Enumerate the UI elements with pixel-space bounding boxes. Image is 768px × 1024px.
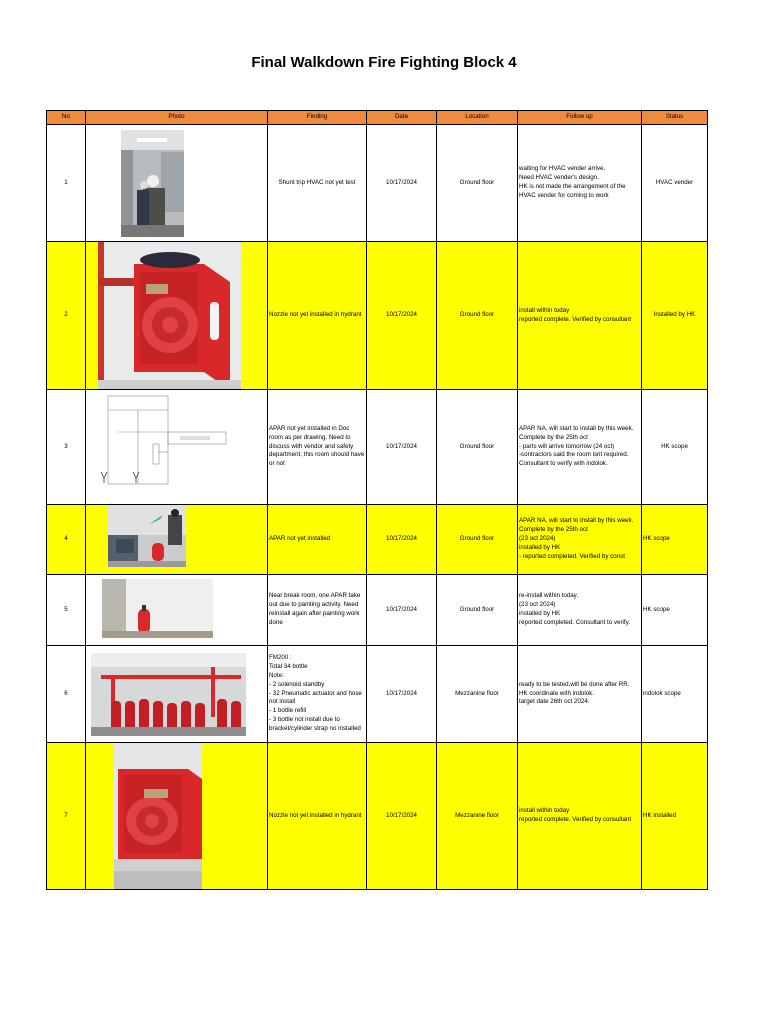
row-follow-up: ready to be tested,will be done after RR. HK coordinate with indolok. target date 26th oct 2024. bbox=[518, 646, 642, 743]
header-follow-up: Follow up bbox=[518, 111, 642, 125]
extinguisher-room-photo bbox=[108, 505, 186, 567]
row-finding: APAR not yet installed bbox=[268, 505, 367, 575]
row-status: HK scope bbox=[642, 575, 708, 646]
walkdown-table bbox=[46, 110, 708, 890]
table-row bbox=[47, 125, 708, 242]
table-row bbox=[47, 505, 708, 575]
row-no: 4 bbox=[47, 505, 86, 575]
row-location: Ground floor bbox=[437, 125, 518, 242]
row-no: 1 bbox=[47, 125, 86, 242]
table-row bbox=[47, 743, 708, 890]
row-follow-up: APAR NA. will start to install by this week. Complete by the 25th oct - parts will arrive tomorrow (24 oct) -contractors said the room isnt required. Consultant to verify with indolok. bbox=[518, 390, 642, 505]
row-location: Mezzanine floor bbox=[437, 743, 518, 890]
row-date: 10/17/2024 bbox=[367, 505, 437, 575]
row-finding: Near break room, one APAR take out due to painting activity. Need reinstall again after painting work done bbox=[268, 575, 367, 646]
table-row bbox=[47, 575, 708, 646]
row-date: 10/17/2024 bbox=[367, 646, 437, 743]
fm200-bottles-photo bbox=[91, 653, 246, 736]
row-follow-up: install within today reported complete. Verified by consultant bbox=[518, 242, 642, 390]
row-status: HVAC vender bbox=[642, 125, 708, 242]
row-date: 10/17/2024 bbox=[367, 743, 437, 890]
wall-extinguisher-photo bbox=[102, 579, 213, 638]
header-date: Date bbox=[367, 111, 437, 125]
row-no: 2 bbox=[47, 242, 86, 390]
row-date: 10/17/2024 bbox=[367, 575, 437, 646]
row-date: 10/17/2024 bbox=[367, 125, 437, 242]
floor-plan-drawing bbox=[98, 392, 230, 488]
row-follow-up: waiting for HVAC vender arrive. Need HVAC vender's design. HK is not made the arrangement of the HVAC vender for coming to work bbox=[518, 125, 642, 242]
photo-cell bbox=[86, 390, 268, 505]
header-finding: Finding bbox=[268, 111, 367, 125]
row-status: Installed by HK bbox=[642, 242, 708, 390]
row-location: Mezzanine floor bbox=[437, 646, 518, 743]
photo-cell bbox=[86, 743, 268, 890]
row-follow-up: APAR NA. will start to install by this week. Complete by the 25th oct (23 oct 2024) installed by HK - reported completed. Verified by const bbox=[518, 505, 642, 575]
header-row bbox=[47, 111, 708, 125]
page-title: Final Walkdown Fire Fighting Block 4 bbox=[251, 54, 517, 71]
header-status: Status bbox=[642, 111, 708, 125]
row-status: HK scope bbox=[642, 505, 708, 575]
row-no: 7 bbox=[47, 743, 86, 890]
row-follow-up: re-install within today. (23 oct 2024) installed by HK reported completed. Consultant to verify. bbox=[518, 575, 642, 646]
row-finding: FM200 : Total 34 bottle Note: - 2 solenoid standby - 32 Pneumatic actuator and hose not install - 1 bottle refill - 3 bottle not install due to bracket/cylinder strap no installed bbox=[268, 646, 367, 743]
row-finding: Nozzle not yet installed in hydrant bbox=[268, 242, 367, 390]
row-location: Ground floor bbox=[437, 575, 518, 646]
row-location: Ground floor bbox=[437, 242, 518, 390]
row-status: HK scope bbox=[642, 390, 708, 505]
header-photo: Photo bbox=[86, 111, 268, 125]
photo-cell bbox=[86, 125, 268, 242]
row-finding: APAR not yet installed in Doc room as per drawing. Need to discuss with vendor and safety department, this room should have or not bbox=[268, 390, 367, 505]
row-no: 6 bbox=[47, 646, 86, 743]
table-row bbox=[47, 390, 708, 505]
photo-cell bbox=[86, 646, 268, 743]
row-status: indolok scope bbox=[642, 646, 708, 743]
table-row bbox=[47, 646, 708, 743]
hydrant-box-photo bbox=[98, 242, 241, 390]
row-no: 3 bbox=[47, 390, 86, 505]
row-finding: Nozzle not yet installed in hydrant bbox=[268, 743, 367, 890]
photo-cell bbox=[86, 505, 268, 575]
photo-cell bbox=[86, 575, 268, 646]
header-no: No bbox=[47, 111, 86, 125]
row-finding: Shunt trip HVAC not yet test bbox=[268, 125, 367, 242]
row-location: Ground floor bbox=[437, 505, 518, 575]
photo-cell bbox=[86, 242, 268, 390]
table-row bbox=[47, 242, 708, 390]
row-location: Ground floor bbox=[437, 390, 518, 505]
hydrant-box-photo-2 bbox=[114, 743, 202, 889]
row-date: 10/17/2024 bbox=[367, 242, 437, 390]
row-date: 10/17/2024 bbox=[367, 390, 437, 505]
row-no: 5 bbox=[47, 575, 86, 646]
header-location: Location bbox=[437, 111, 518, 125]
workers-room-photo bbox=[121, 130, 184, 237]
row-status: HK installed bbox=[642, 743, 708, 890]
row-follow-up: install within today reported complete. Verified by consultant bbox=[518, 743, 642, 890]
